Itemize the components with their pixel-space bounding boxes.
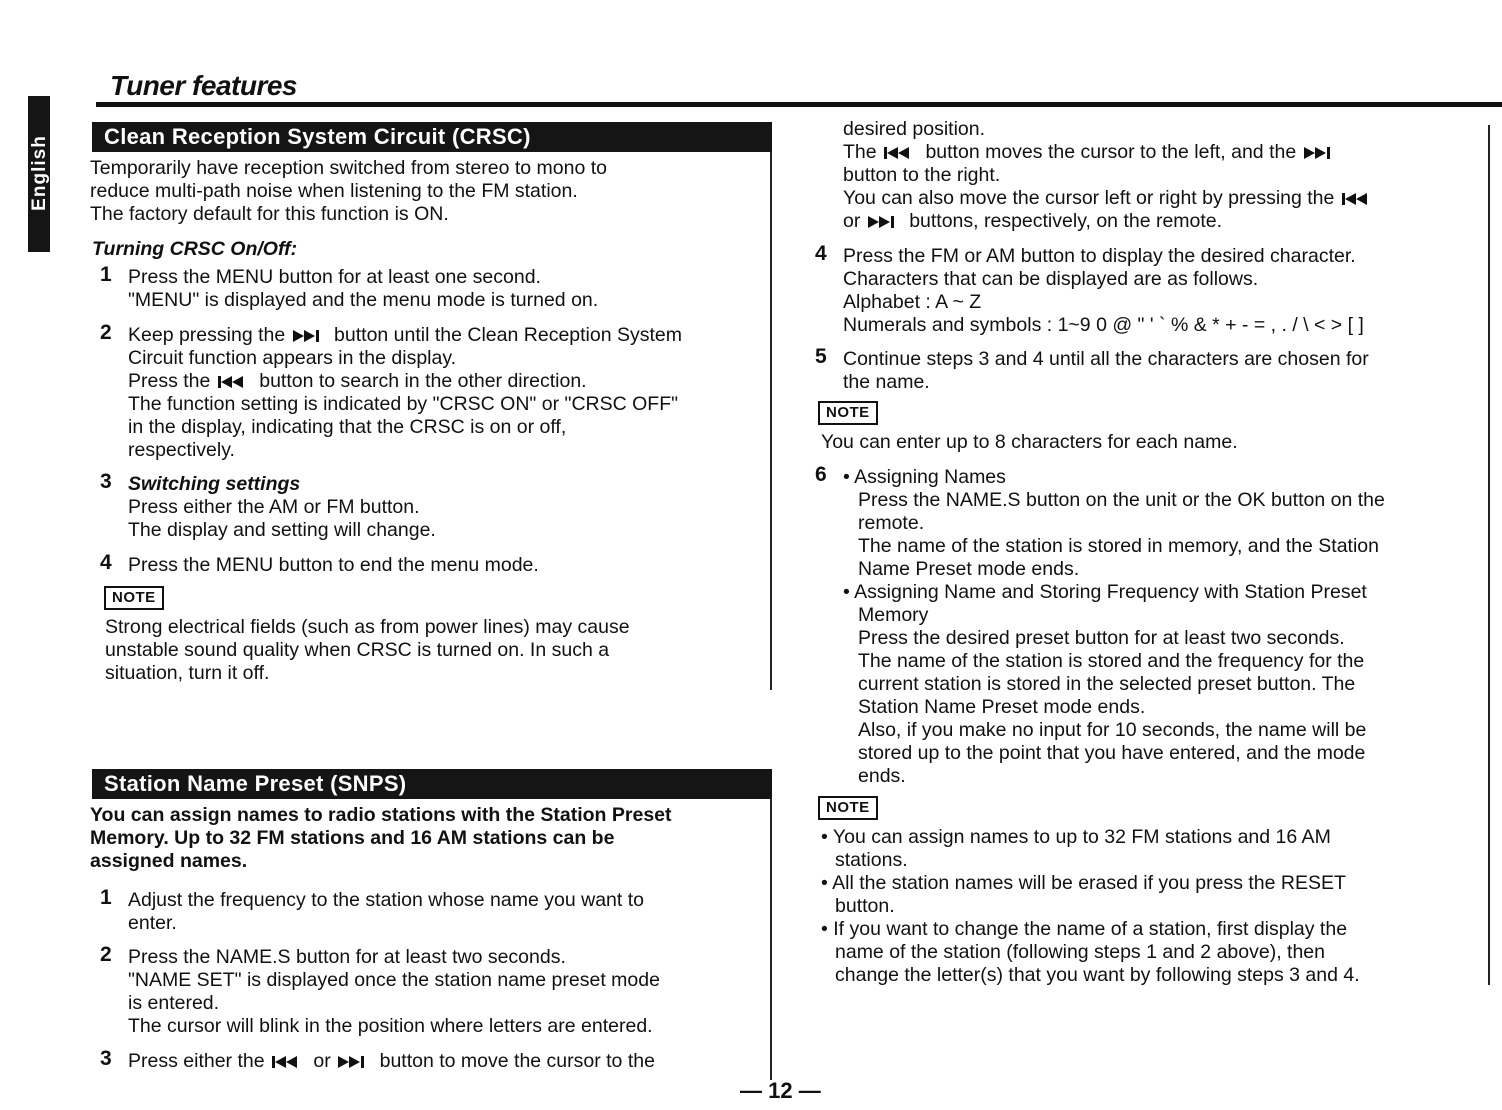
- note-label: NOTE: [104, 586, 164, 610]
- crsc-step2-text: Keep pressing the: [128, 324, 286, 346]
- step3-cont-line: button to the right.: [843, 164, 1001, 186]
- crsc-intro-line: Temporarily have reception switched from stereo to mono to: [90, 157, 607, 179]
- snps-step5: [843, 348, 1369, 394]
- step3-cont-text: You can also move the cursor left or right by pressing the: [843, 187, 1335, 209]
- step3-cont-line: [843, 210, 1378, 233]
- note-label: NOTE: [818, 401, 878, 425]
- snps-step6: [843, 466, 1385, 788]
- snps-step5-line: the name.: [843, 371, 930, 393]
- crsc-step3: [128, 473, 436, 542]
- snps-note2-line: stations.: [835, 849, 908, 871]
- snps-step6-line: Press the desired preset button for at least two seconds.: [858, 627, 1345, 649]
- crsc-step2-text: button until the Clean Reception System: [334, 324, 682, 346]
- snps-step6-line: stored up to the point that you have entered, and the mode: [858, 742, 1366, 764]
- previous-track-icon: [884, 146, 918, 160]
- crsc-intro-line: reduce multi-path noise when listening to the FM station.: [90, 180, 578, 202]
- next-track-icon: [293, 329, 327, 343]
- snps-intro-line: Memory. Up to 32 FM stations and 16 AM stations can be: [90, 827, 615, 849]
- snps-step6-line: Press the NAME.S button on the unit or the OK button on the: [858, 489, 1385, 511]
- step3-cont-line: [843, 187, 1378, 210]
- snps-step4-line: Press the FM or AM button to display the desired character.: [843, 245, 1356, 267]
- crsc-note-line: unstable sound quality when CRSC is turned on. In such a: [105, 639, 610, 661]
- step3-cont-text: buttons, respectively, on the remote.: [909, 210, 1223, 232]
- crsc-step2-line: The function setting is indicated by "CRSC ON" or "CRSC OFF": [128, 393, 679, 415]
- page-number: — 12 —: [740, 1078, 821, 1103]
- snps-step-number: 5: [815, 345, 827, 368]
- snps-note2-line: • You can assign names to up to 32 FM stations and 16 AM: [821, 826, 1331, 848]
- next-track-icon: [1304, 146, 1338, 160]
- crsc-intro: [90, 157, 607, 226]
- crsc-step2: [128, 324, 682, 462]
- crsc-step2-line: in the display, indicating that the CRSC is on or off,: [128, 416, 567, 438]
- snps-step1: [128, 889, 644, 935]
- snps-note1: You can enter up to 8 characters for each name.: [821, 431, 1238, 453]
- snps-step2: [128, 946, 660, 1038]
- crsc-step1-line: "MENU" is displayed and the menu mode is turned on.: [128, 289, 599, 311]
- crsc-step4: Press the MENU button to end the menu mode.: [128, 554, 539, 576]
- snps-step4-line: Alphabet : A ~ Z: [843, 291, 982, 313]
- crsc-step-number: 3: [100, 470, 112, 493]
- column-divider: [770, 790, 772, 1080]
- crsc-step-number: 4: [100, 551, 112, 574]
- crsc-step2-line: [128, 324, 682, 347]
- snps-note2-line: change the letter(s) that you want by following steps 3 and 4.: [835, 964, 1360, 986]
- snps-step6-line: • Assigning Name and Storing Frequency with Station Preset: [843, 581, 1367, 603]
- snps-step6-line: The name of the station is stored in memory, and the Station: [858, 535, 1379, 557]
- column-divider: [770, 150, 772, 690]
- language-tab: [28, 96, 50, 252]
- crsc-heading: Clean Reception System Circuit (CRSC): [92, 122, 772, 152]
- previous-track-icon: [218, 375, 252, 389]
- crsc-step3-line: Press either the AM or FM button.: [128, 496, 420, 518]
- snps-step-number: 6: [815, 463, 827, 486]
- column-divider: [1488, 125, 1490, 985]
- crsc-subheading: Turning CRSC On/Off:: [92, 238, 298, 260]
- snps-step6-line: Memory: [858, 604, 929, 626]
- snps-intro-line: assigned names.: [90, 850, 248, 872]
- snps-step4: [843, 245, 1364, 337]
- snps-step-number: 3: [100, 1047, 112, 1070]
- snps-note2-line: name of the station (following steps 1 and 2 above), then: [835, 941, 1325, 963]
- snps-step1-line: enter.: [128, 912, 177, 934]
- snps-step2-line: is entered.: [128, 992, 220, 1014]
- snps-step4-line: Numerals and symbols : 1~9 0 @ " ' ` % & * + - = , . / \ < > [ ]: [843, 314, 1364, 336]
- snps-step2-line: "NAME SET" is displayed once the station name preset mode: [128, 969, 660, 991]
- title-rule: [96, 102, 1502, 107]
- snps-note2: [821, 826, 1360, 987]
- crsc-step3-title: Switching settings: [128, 473, 301, 495]
- snps-intro: [90, 804, 672, 873]
- previous-track-icon: [1342, 192, 1376, 206]
- crsc-note-line: Strong electrical fields (such as from power lines) may cause: [105, 616, 630, 638]
- crsc-step2-line: respectively.: [128, 439, 235, 461]
- step3-cont-text: The: [843, 141, 877, 163]
- previous-track-icon: [272, 1055, 306, 1069]
- snps-note2-line: • All the station names will be erased if you press the RESET: [821, 872, 1346, 894]
- crsc-step-number: 1: [100, 263, 112, 286]
- crsc-intro-line: The factory default for this function is ON.: [90, 203, 449, 225]
- crsc-step-number: 2: [100, 321, 112, 344]
- snps-step4-line: Characters that can be displayed are as follows.: [843, 268, 1259, 290]
- snps-step6-line: Station Name Preset mode ends.: [858, 696, 1146, 718]
- snps-step6-line: Name Preset mode ends.: [858, 558, 1080, 580]
- crsc-step1: [128, 266, 598, 312]
- snps-step6-line: ends.: [858, 765, 906, 787]
- crsc-step2-line: [128, 370, 682, 393]
- crsc-step2-text: Press the: [128, 370, 211, 392]
- snps-step6-line: remote.: [858, 512, 925, 534]
- note-label: NOTE: [818, 796, 878, 820]
- crsc-step1-line: Press the MENU button for at least one second.: [128, 266, 541, 288]
- crsc-step2-line: Circuit function appears in the display.: [128, 347, 457, 369]
- crsc-step3-line: The display and setting will change.: [128, 519, 436, 541]
- step3-cont-text: button moves the cursor to the left, and the: [925, 141, 1297, 163]
- snps-step-number: 2: [100, 943, 112, 966]
- snps-step5-line: Continue steps 3 and 4 until all the characters are chosen for: [843, 348, 1369, 370]
- crsc-note: [105, 616, 630, 685]
- snps-step6-line: The name of the station is stored and the frequency for the: [858, 650, 1365, 672]
- snps-step3: [128, 1050, 655, 1073]
- snps-heading: Station Name Preset (SNPS): [92, 769, 772, 799]
- snps-note2-line: button.: [835, 895, 895, 917]
- snps-step2-line: The cursor will blink in the position where letters are entered.: [128, 1015, 653, 1037]
- crsc-step2-text: button to search in the other direction.: [259, 370, 587, 392]
- snps-step3-continued: [843, 118, 1378, 233]
- snps-step6-line: current station is stored in the selected preset button. The: [858, 673, 1356, 695]
- snps-step-number: 4: [815, 242, 827, 265]
- page-title: Tuner features: [110, 70, 297, 101]
- snps-step3-text: or: [313, 1050, 331, 1072]
- snps-step6-line: Also, if you make no input for 10 seconds, the name will be: [858, 719, 1367, 741]
- snps-step1-line: Adjust the frequency to the station whose name you want to: [128, 889, 644, 911]
- snps-note2-line: • If you want to change the name of a station, first display the: [821, 918, 1348, 940]
- language-tab-label: English: [29, 135, 50, 211]
- snps-intro-line: You can assign names to radio stations with the Station Preset: [90, 804, 672, 826]
- snps-step3-text: Press either the: [128, 1050, 265, 1072]
- next-track-icon: [338, 1055, 372, 1069]
- snps-step-number: 1: [100, 886, 112, 909]
- step3-cont-line: [843, 141, 1378, 164]
- step3-cont-text: or: [843, 210, 861, 232]
- snps-step3-text: button to move the cursor to the: [379, 1050, 655, 1072]
- crsc-note-line: situation, turn it off.: [105, 662, 270, 684]
- step3-cont-line: desired position.: [843, 118, 986, 140]
- snps-step6-line: • Assigning Names: [843, 466, 1006, 488]
- next-track-icon: [868, 215, 902, 229]
- snps-step2-line: Press the NAME.S button for at least two seconds.: [128, 946, 566, 968]
